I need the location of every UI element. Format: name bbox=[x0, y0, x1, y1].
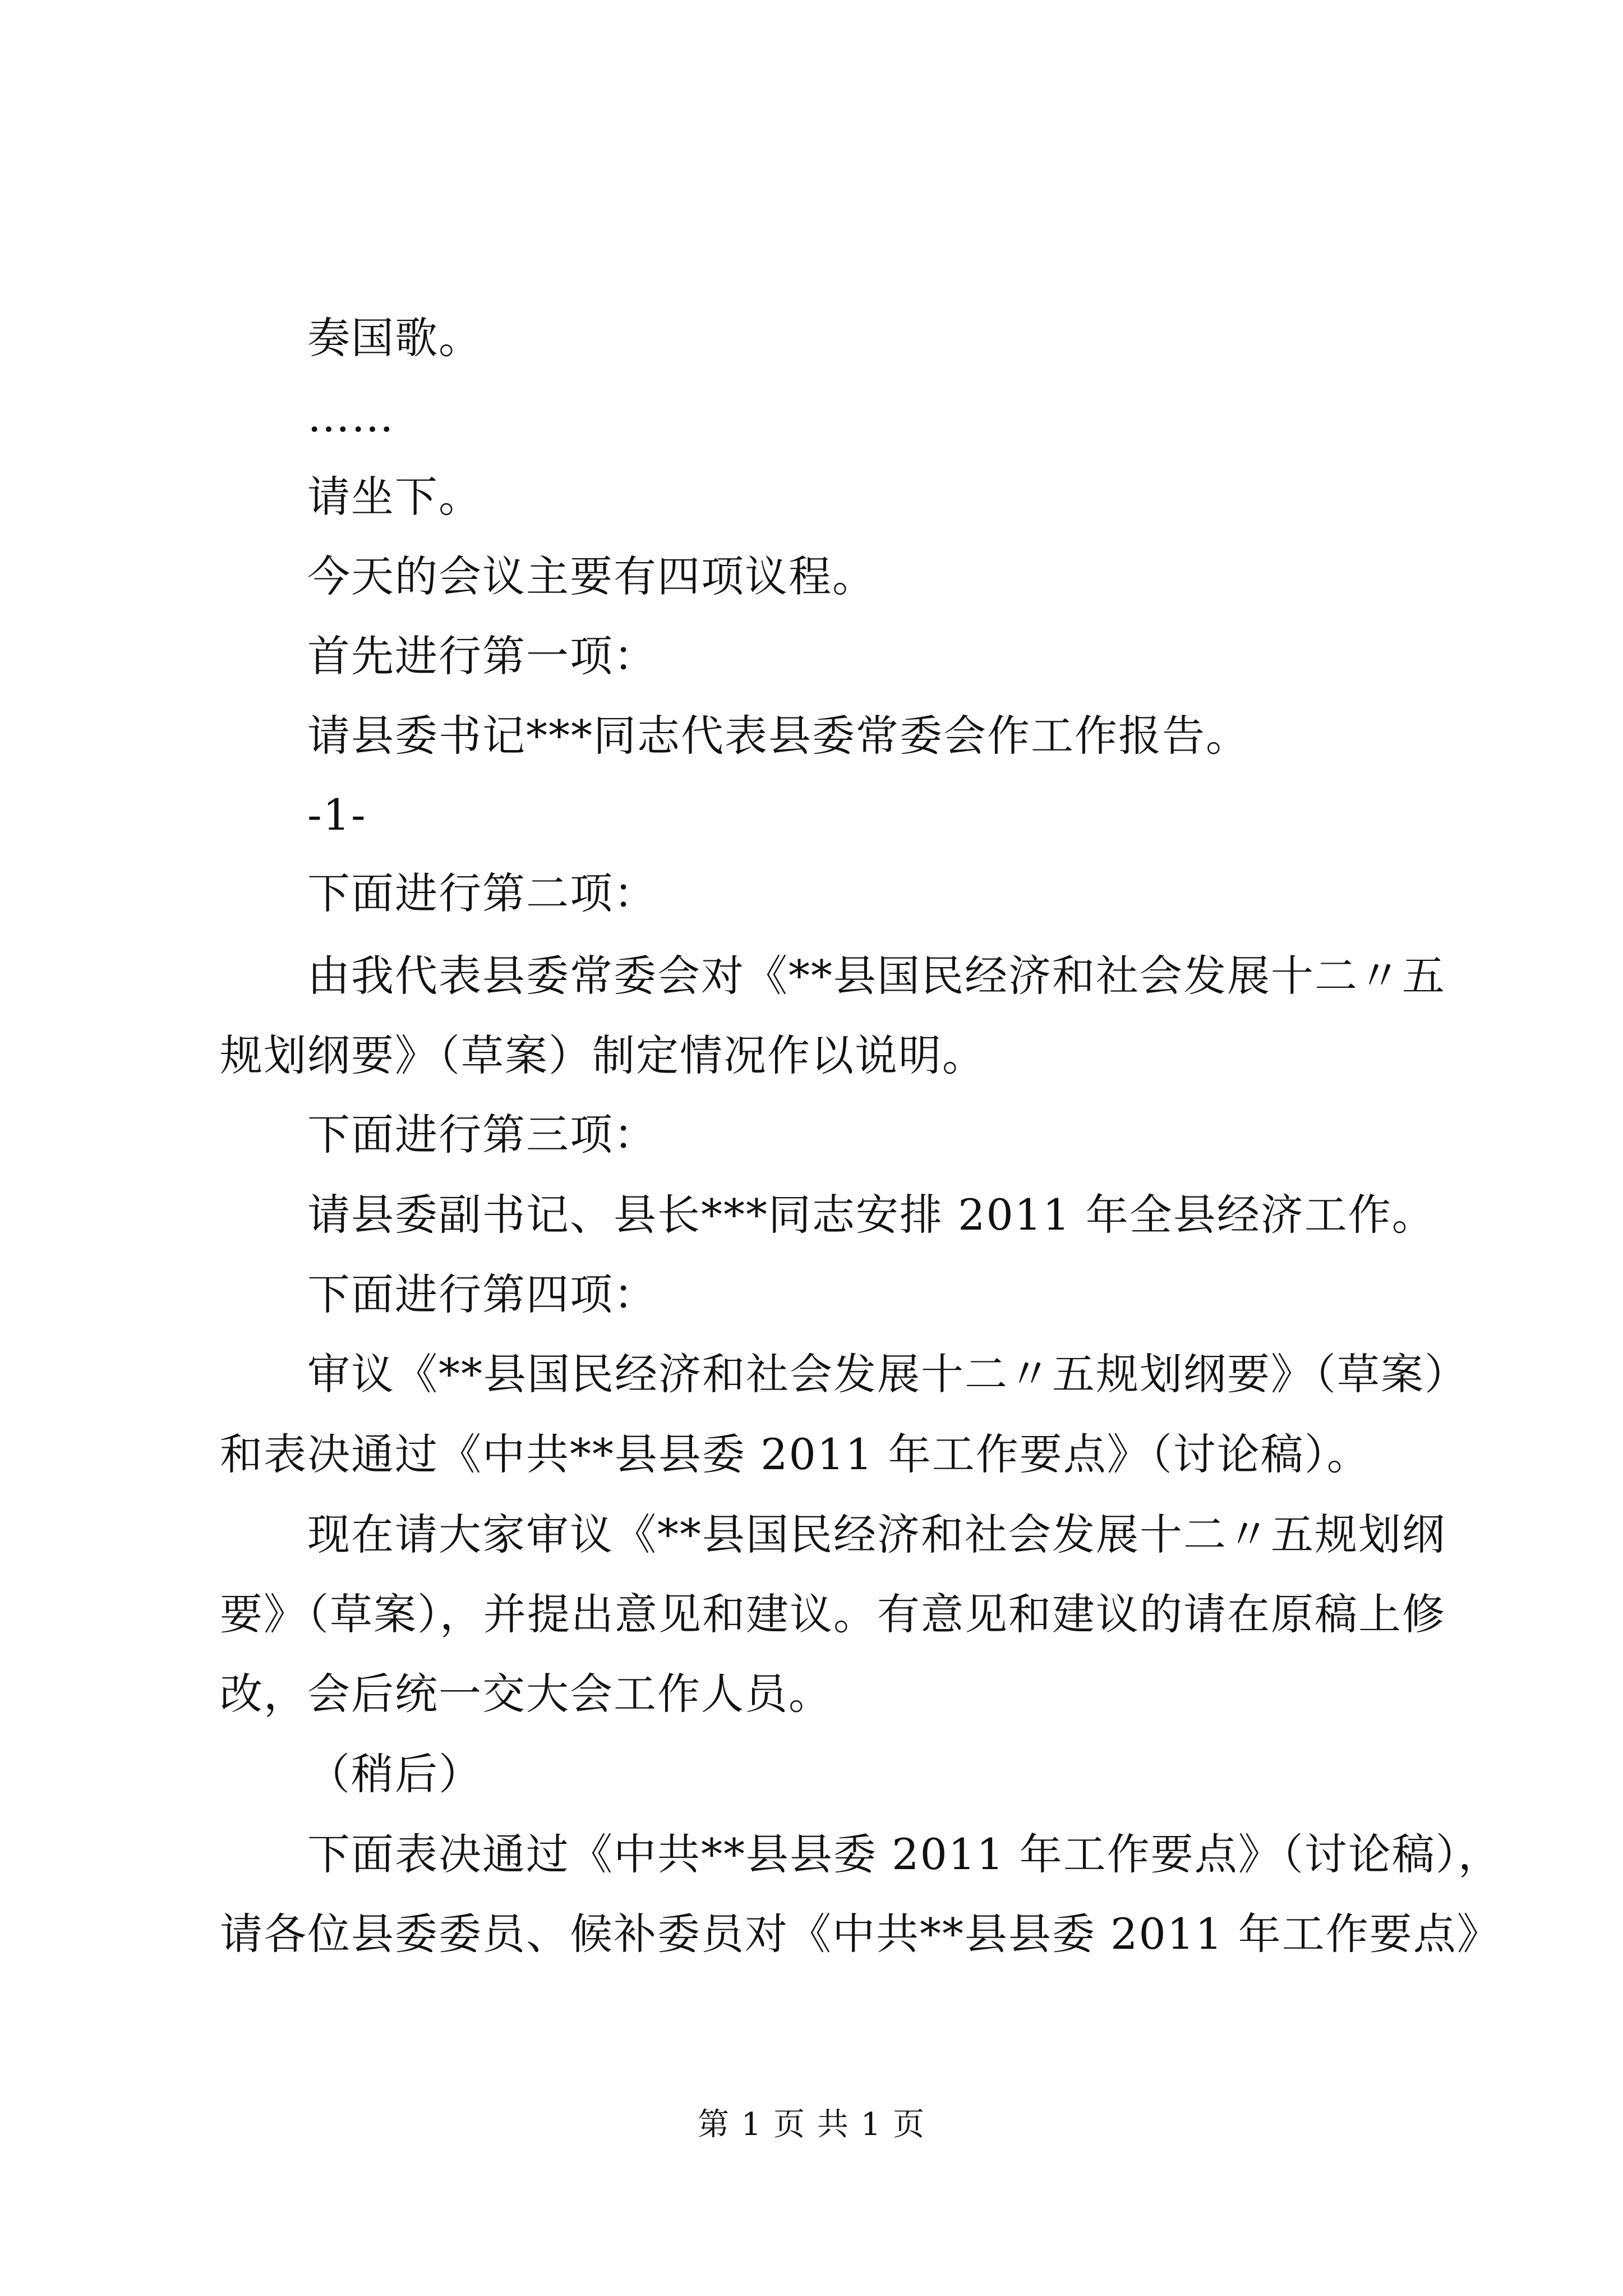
paragraph-line: 下面进行第四项： bbox=[307, 1269, 657, 1319]
paragraph-line: 奏国歌。 bbox=[307, 313, 482, 363]
paragraph-line: （稍后） bbox=[307, 1749, 482, 1799]
paragraph-line: 改，会后统一交大会工作人员。 bbox=[220, 1669, 832, 1719]
paragraph-line: 审议《**县国民经济和社会发展十二〃五规划纲要》（草案） bbox=[307, 1349, 1468, 1399]
paragraph-line: 和表决通过《中共**县县委 2011 年工作要点》（讨论稿）。 bbox=[220, 1429, 1371, 1479]
paragraph-line: …… bbox=[307, 392, 395, 441]
paragraph-line: 今天的会议主要有四项议程。 bbox=[307, 551, 876, 601]
paragraph-line: 下面进行第二项： bbox=[307, 868, 657, 918]
paragraph-line: 要》（草案），并提出意见和建议。有意见和建议的请在原稿上修 bbox=[220, 1589, 1446, 1639]
paragraph-line: 首先进行第一项： bbox=[307, 631, 657, 681]
paragraph-line: 由我代表县委常委会对《**县国民经济和社会发展十二〃五 bbox=[307, 951, 1446, 1001]
page-footer: 第 1 页 共 1 页 bbox=[697, 2106, 926, 2143]
paragraph-line: 请各位县委委员、候补委员对《中共**县县委 2011 年工作要点》 bbox=[220, 1909, 1501, 1959]
paragraph-line: 请坐下。 bbox=[307, 472, 482, 522]
paragraph-line: 下面表决通过《中共**县县委 2011 年工作要点》（讨论稿）， bbox=[307, 1829, 1502, 1879]
paragraph-line: 现在请大家审议《**县国民经济和社会发展十二〃五规划纲 bbox=[307, 1510, 1446, 1559]
paragraph-line: 下面进行第三项： bbox=[307, 1110, 657, 1159]
paragraph-line: 请县委书记***同志代表县委常委会作工作报告。 bbox=[307, 711, 1249, 761]
paragraph-line: 请县委副书记、县长***同志安排 2011 年全县经济工作。 bbox=[307, 1190, 1436, 1240]
paragraph-line: 规划纲要》（草案）制定情况作以说明。 bbox=[220, 1030, 986, 1080]
page-marker: -1- bbox=[307, 790, 367, 840]
